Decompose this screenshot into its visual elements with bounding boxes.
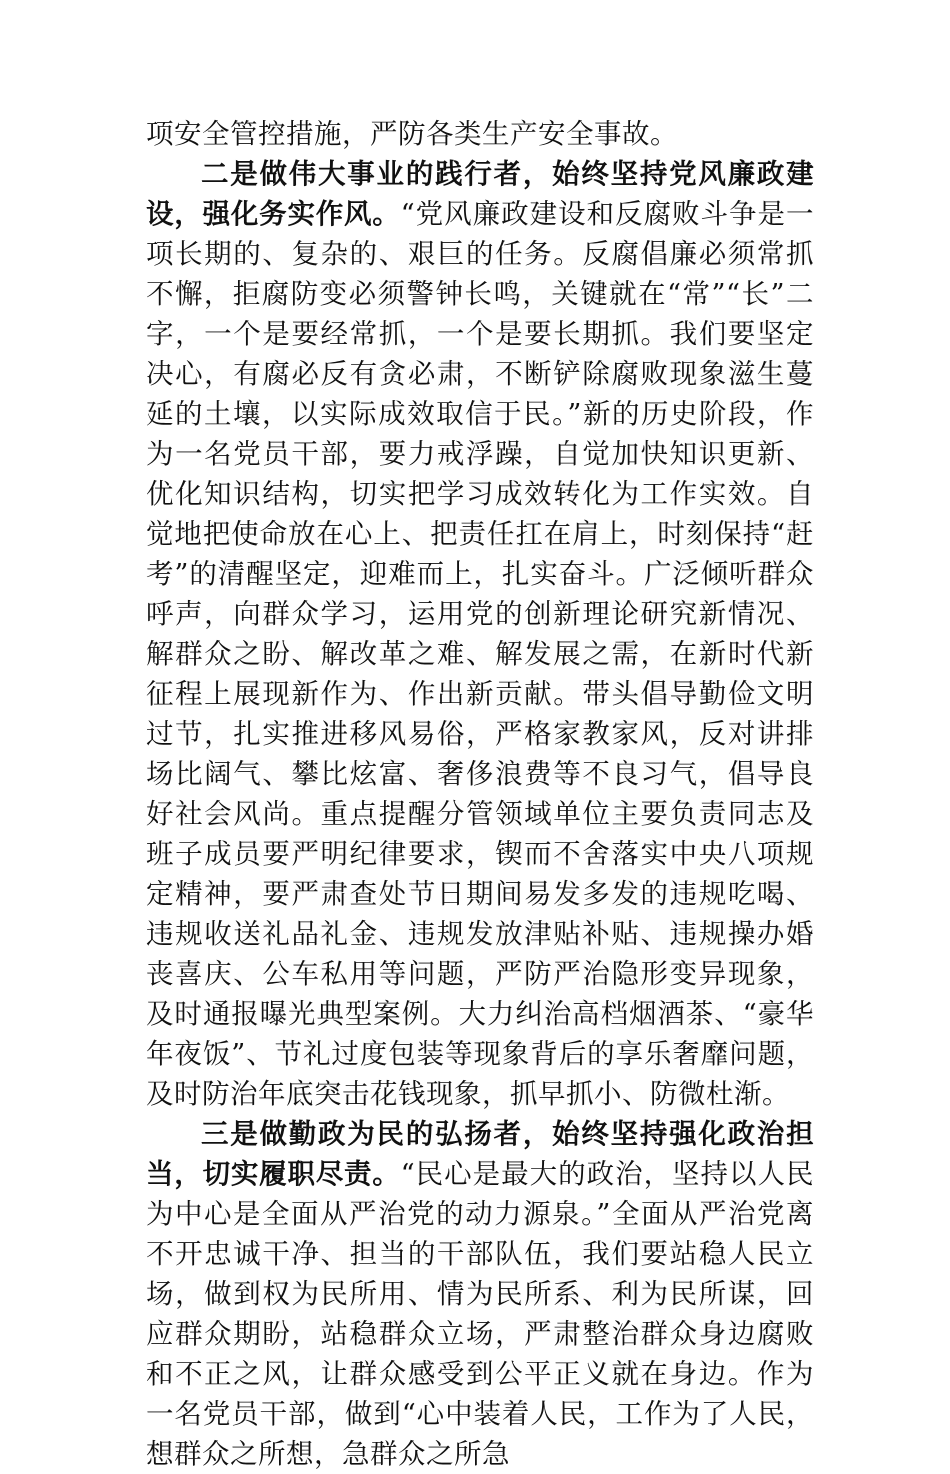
document-body xyxy=(146,114,814,1474)
paragraph-continuation xyxy=(146,114,814,154)
paragraph-text: “党风廉政建设和反腐败斗争是一项长期的、复杂的、艰巨的任务。反腐倡廉必须常抓不懈，拒腐防变必须警钟长鸣，关键就在“常”“长”二字，一个是要经常抓，一个是要长期抓。我们要坚定决心，有腐必反有贪必肃，不断铲除腐败现象滋生蔓延的土壤，以实际成效取信于民。”新的历史阶段，作为一名党员干部，要力戒浮躁，自觉加快知识更新、优化知识结构，切实把学习成效转化为工作实效。自觉地把使命放在心上、把责任扛在肩上，时刻保持“赶考”的清醒坚定，迎难而上，扎实奋斗。广泛倾听群众呼声，向群众学习，运用党的创新理论研究新情况、解群众之盼、解改革之难、解发展之需，在新时代新征程上展现新作为、作出新贡献。带头倡导勤俭文明过节，扎实推进移风易俗，严格家教家风，反对讲排场比阔气、攀比炫富、奢侈浪费等不良习气，倡导良好社会风尚。重点提醒分管领域单位主要负责同志及班子成员要严明纪律要求，锲而不舍落实中央八项规定精神，要严肃查处节日期间易发多发的违规吃喝、违规收送礼品礼金、违规发放津贴补贴、违规操办婚丧喜庆、公车私用等问题，严防严治隐形变异现象，及时通报曝光典型案例。大力纠治高档烟酒茶、“豪华年夜饭”、节礼过度包装等现象背后的享乐奢靡问题，及时防治年底突击花钱现象，抓早抓小、防微杜渐。 xyxy=(146,198,815,1110)
paragraph-text: “民心是最大的政治，坚持以人民为中心是全面从严治党的动力源泉。”全面从严治党离不开忠诚干净、担当的干部队伍，我们要站稳人民立场，做到权为民所用、情为民所系、利为民所谋，回应群众期盼，站稳群众立场，严肃整治群众身边腐败和不正之风，让群众感受到公平正义就在身边。作为一名党员干部，做到“心中装着人民，工作为了人民，想群众之所想，急群众之所急 xyxy=(146,1158,815,1470)
paragraph-lead-heading: 三是做勤政为民的弘扬者，始终坚持强化政治担当，切实履职尽责。 xyxy=(146,1118,814,1190)
paragraph-second-point xyxy=(146,154,814,1114)
paragraph-text: 项安全管控措施，严防各类生产安全事故。 xyxy=(146,118,678,150)
paragraph-lead-heading: 二是做伟大事业的践行者，始终坚持党风廉政建设，强化务实作风。 xyxy=(146,158,814,230)
paragraph-third-point xyxy=(146,1114,814,1474)
